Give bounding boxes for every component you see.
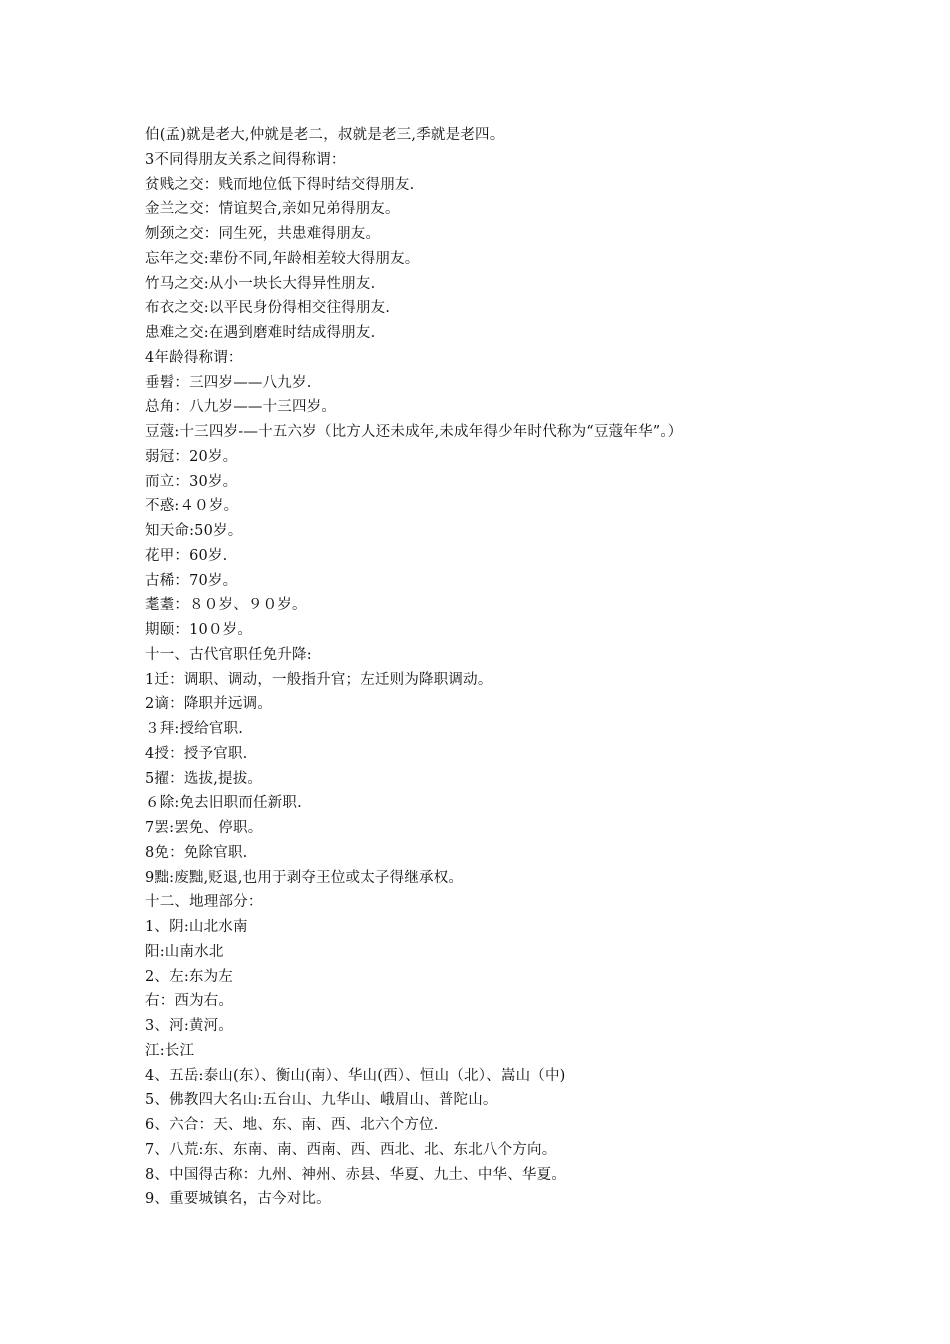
text-line: 江:长江	[145, 1042, 195, 1059]
text-line: 垂髫：三四岁——八九岁.	[145, 374, 312, 391]
section-heading: 3不同得朋友关系之间得称谓：	[145, 151, 346, 168]
text-line: 忘年之交:辈份不同,年龄相差较大得朋友。	[145, 250, 420, 267]
text-line: 1、阴:山北水南	[145, 919, 248, 935]
text-line: 9、重要城镇名，古今对比。	[145, 1191, 331, 1208]
text-line: 伯(孟)就是老大,仲就是老二，叔就是老三,季就是老四。	[145, 127, 505, 143]
text-line: 金兰之交：情谊契合,亲如兄弟得朋友。	[145, 201, 400, 218]
text-line: 花甲：60岁.	[145, 547, 228, 564]
text-line: 7、八荒:东、东南、南、西南、西、西北、北、东北八个方向。	[145, 1141, 557, 1158]
text-line: 竹马之交:从小一块长大得异性朋友.	[145, 275, 376, 292]
section-heading: 十二、地理部分：	[145, 894, 263, 911]
text-line: 不惑:４０岁。	[145, 498, 239, 515]
text-line: 总角：八九岁——十三四岁。	[145, 399, 337, 416]
text-line: 9黜:废黜,贬退,也用于剥夺王位或太子得继承权。	[145, 869, 464, 886]
text-line: 而立：30岁。	[145, 473, 238, 490]
text-line: 豆蔻:十三四岁-—十五六岁（比方人还未成年,未成年得少年时代称为“豆蔻年华”。）	[145, 424, 683, 440]
text-line: 4、五岳:泰山(东）、衡山(南）、华山(西）、恒山（北）、嵩山（中)	[145, 1067, 566, 1084]
text-line: 阳:山南水北	[145, 943, 224, 960]
text-line: 刎颈之交：同生死，共患难得朋友。	[145, 226, 381, 242]
text-line: 8免：免除官职.	[145, 844, 248, 861]
text-line: ６除:免去旧职而任新职.	[145, 795, 302, 812]
text-line: 期颐：10０岁。	[145, 622, 253, 638]
text-line: 8、中国得古称：九州、神州、赤县、华夏、九土、中华、华夏。	[145, 1166, 567, 1183]
section-heading: 十一、古代官职任免升降:	[145, 646, 312, 663]
text-line: 4授：授予官职.	[145, 745, 248, 762]
text-line: 7罢:罢免、停职。	[145, 820, 263, 836]
text-line: 贫贱之交：贱而地位低下得时结交得朋友.	[145, 176, 415, 193]
text-line: 2、左:东为左	[145, 968, 234, 985]
text-line: 1迁：调职、调动，一般指升官；左迁则为降职调动。	[145, 671, 493, 688]
text-line: 5、佛教四大名山:五台山、九华山、峨眉山、普陀山。	[145, 1092, 498, 1109]
text-line: 布衣之交:以平民身份得相交往得朋友.	[145, 300, 391, 317]
text-line: 古稀：70岁。	[145, 572, 238, 589]
document-body	[145, 123, 845, 1212]
section-heading: 4年龄得称谓：	[145, 349, 243, 366]
text-line: 右：西为右。	[145, 993, 234, 1010]
text-line: 6、六合：天、地、东、南、西、北六个方位.	[145, 1117, 439, 1133]
text-line: 知天命:50岁。	[145, 523, 243, 539]
text-line: ３拜:授给官职.	[145, 721, 244, 737]
text-line: 3、河:黄河。	[145, 1018, 234, 1034]
text-line: 耄耋：８０岁、９０岁。	[145, 597, 307, 614]
text-line: 5擢：选拔,提拔。	[145, 770, 263, 787]
text-line: 患难之交:在遇到磨难时结成得朋友.	[145, 325, 376, 341]
text-line: 弱冠：20岁。	[145, 448, 238, 465]
text-line: 2谪：降职并远调。	[145, 696, 273, 713]
